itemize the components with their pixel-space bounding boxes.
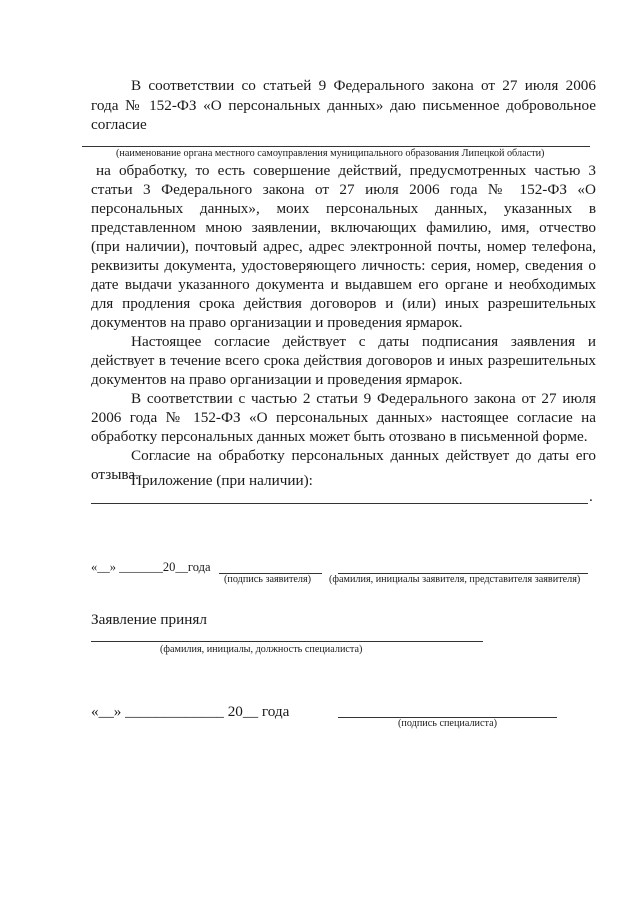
specialist-caption: (фамилия, инициалы, должность специалиста) bbox=[160, 644, 363, 655]
validity-line-1: Настоящее согласие действует с даты подписания заявления и bbox=[131, 333, 596, 350]
intro-line-3: согласие bbox=[91, 116, 147, 133]
organization-name-line bbox=[82, 146, 590, 147]
intro-line-2: года № 152-ФЗ «О персональных данных» даю письменное добровольное bbox=[91, 97, 596, 114]
applicant-signature-caption: (подпись заявителя) bbox=[224, 574, 312, 585]
specialist-date: «__» _____________ 20__ года bbox=[91, 703, 290, 720]
consent-body-line-6: реквизиты документа, удостоверяющего личность: серия, номер, сведения о bbox=[91, 257, 596, 274]
specialist-name-line bbox=[91, 641, 483, 642]
consent-body-line-2: статьи 3 Федерального закона от 27 июля 2006 года № 152-ФЗ «О bbox=[91, 181, 596, 198]
accepted-label: Заявление принял bbox=[91, 611, 207, 628]
consent-body-line-1: на обработку, то есть совершение действий, предусмотренных частью 3 bbox=[96, 162, 596, 179]
consent-body-line-7: дате выдачи указанного документа и выдавшем его органе и необходимых bbox=[91, 276, 596, 293]
intro-line-1: В соответствии со статьей 9 Федерального закона от 27 июля 2006 bbox=[131, 77, 596, 94]
validity-line-2: действует в течение всего срока действия договоров и иных разрешительных bbox=[91, 352, 596, 369]
attachment-period: . bbox=[589, 488, 593, 505]
consent-body-line-5: (при наличии), почтовый адрес, адрес электронной почты, номер телефона, bbox=[91, 238, 596, 255]
attachment-label: Приложение (при наличии): bbox=[131, 472, 313, 489]
withdrawal-line-3: обработку персональных данных может быть отозвано в письменной форме. bbox=[91, 428, 588, 445]
duration-line-1: Согласие на обработку персональных данных действует до даты его bbox=[131, 447, 596, 464]
applicant-date: «__» _______20__года bbox=[91, 560, 211, 574]
organization-caption: (наименование органа местного самоуправления муниципального образования Липецкой области) bbox=[116, 148, 545, 159]
withdrawal-line-2: 2006 года № 152-ФЗ «О персональных данных» настоящее согласие на bbox=[91, 409, 596, 426]
consent-body-line-4: представленном мною заявлении, включающих фамилию, имя, отчество bbox=[91, 219, 596, 236]
consent-body-line-3: персональных данных», моих персональных данных, указанных в bbox=[91, 200, 596, 217]
attachment-line bbox=[91, 503, 588, 504]
validity-line-3: документов на право организации и проведения ярмарок. bbox=[91, 371, 463, 388]
consent-body-line-8: для продления срока действия договоров и (или) иных разрешительных bbox=[91, 295, 596, 312]
consent-body-line-9: документов на право организации и проведения ярмарок. bbox=[91, 314, 463, 331]
duration-line-2: отзыва. bbox=[91, 466, 139, 483]
specialist-signature-caption: (подпись специалиста) bbox=[398, 718, 498, 729]
applicant-name-caption: (фамилия, инициалы заявителя, представителя заявителя) bbox=[329, 574, 581, 585]
withdrawal-line-1: В соответствии с частью 2 статьи 9 Федерального закона от 27 июля bbox=[131, 390, 596, 407]
